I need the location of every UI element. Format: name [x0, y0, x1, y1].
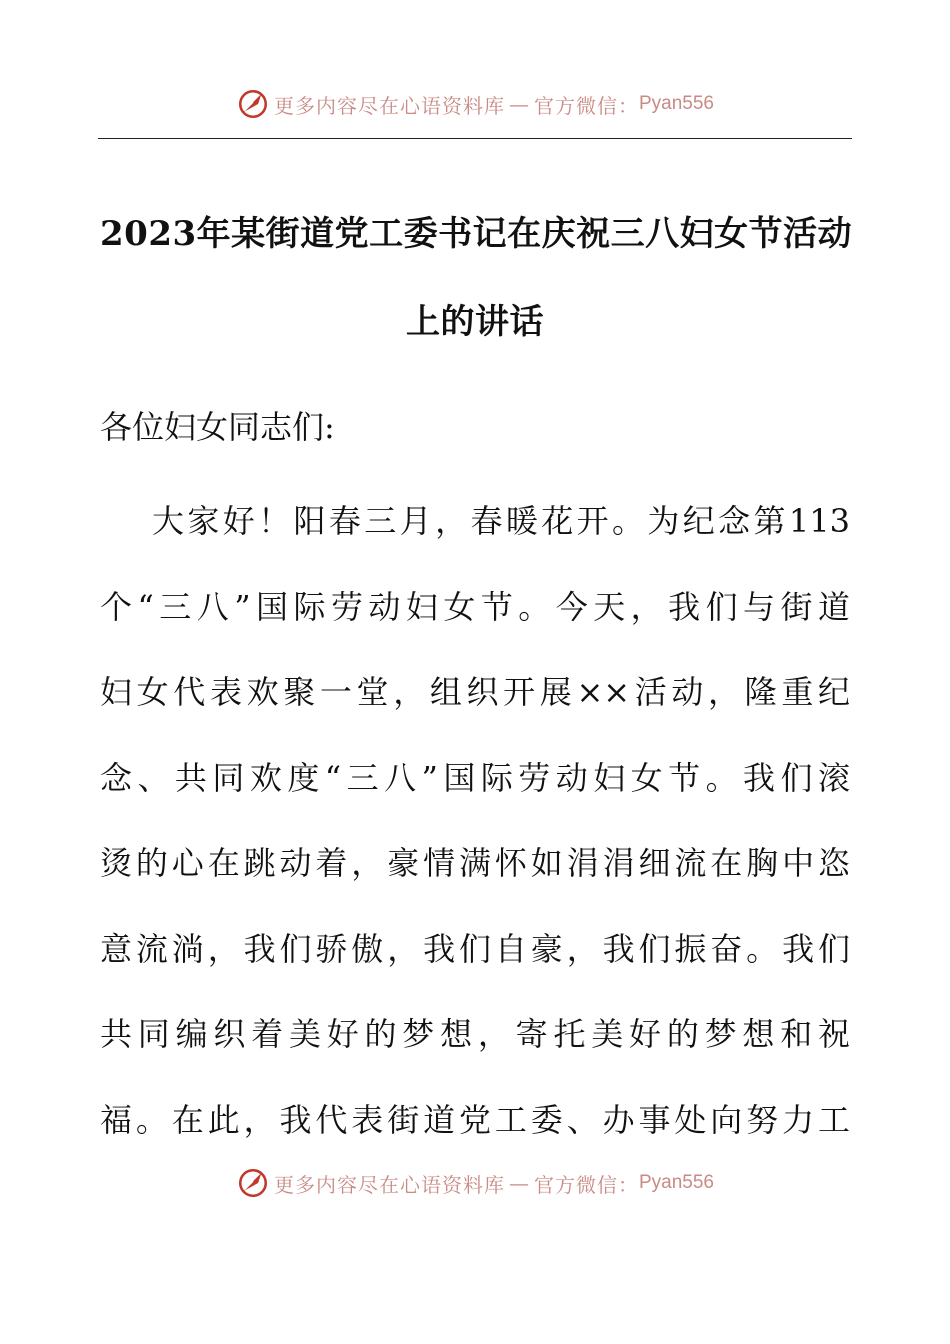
- body-line: 念、共同欢度“三八”国际劳动妇女节。我们滚: [100, 759, 850, 797]
- document-title-line-2: 上的讲话: [406, 302, 544, 342]
- watermark-wechat-label: 官方微信：: [533, 93, 639, 118]
- body-line: 福。在此，我代表街道党工委、办事处向努力工: [100, 1101, 850, 1139]
- body-line: 烫的心在跳动着，豪情满怀如涓涓细流在胸中恣: [100, 844, 850, 882]
- body-line: 共同编织着美好的梦想，寄托美好的梦想和祝: [100, 1015, 850, 1053]
- watermark-text: 更多内容尽在心语资料库: [273, 93, 505, 118]
- body-line: 意流淌，我们骄傲，我们自豪，我们振奋。我们: [100, 930, 850, 968]
- watermark-wechat-label: 官方微信：: [533, 1172, 639, 1197]
- quill-logo-icon: [236, 1166, 270, 1200]
- watermark-separator: —: [508, 92, 530, 116]
- document-title-line-1: 2023年某街道党工委书记在庆祝三八妇女节活动: [100, 214, 853, 254]
- salutation: 各位妇女同志们:: [100, 408, 335, 446]
- watermark-separator: —: [508, 1171, 530, 1195]
- watermark-wechat-id: Pyan556: [638, 93, 714, 114]
- quill-logo-icon: [236, 87, 270, 121]
- footer-watermark: [0, 1163, 950, 1203]
- header-divider: [98, 138, 852, 139]
- watermark-text: 更多内容尽在心语资料库: [273, 1172, 505, 1197]
- watermark-wechat-id: Pyan556: [638, 1172, 714, 1193]
- body-line: 大家好！阳春三月，春暖花开。为纪念第113: [152, 502, 850, 540]
- body-line: 妇女代表欢聚一堂，组织开展××活动，隆重纪: [100, 673, 850, 711]
- header-watermark: [0, 84, 950, 124]
- body-line: 个“三八”国际劳动妇女节。今天，我们与街道: [100, 588, 850, 626]
